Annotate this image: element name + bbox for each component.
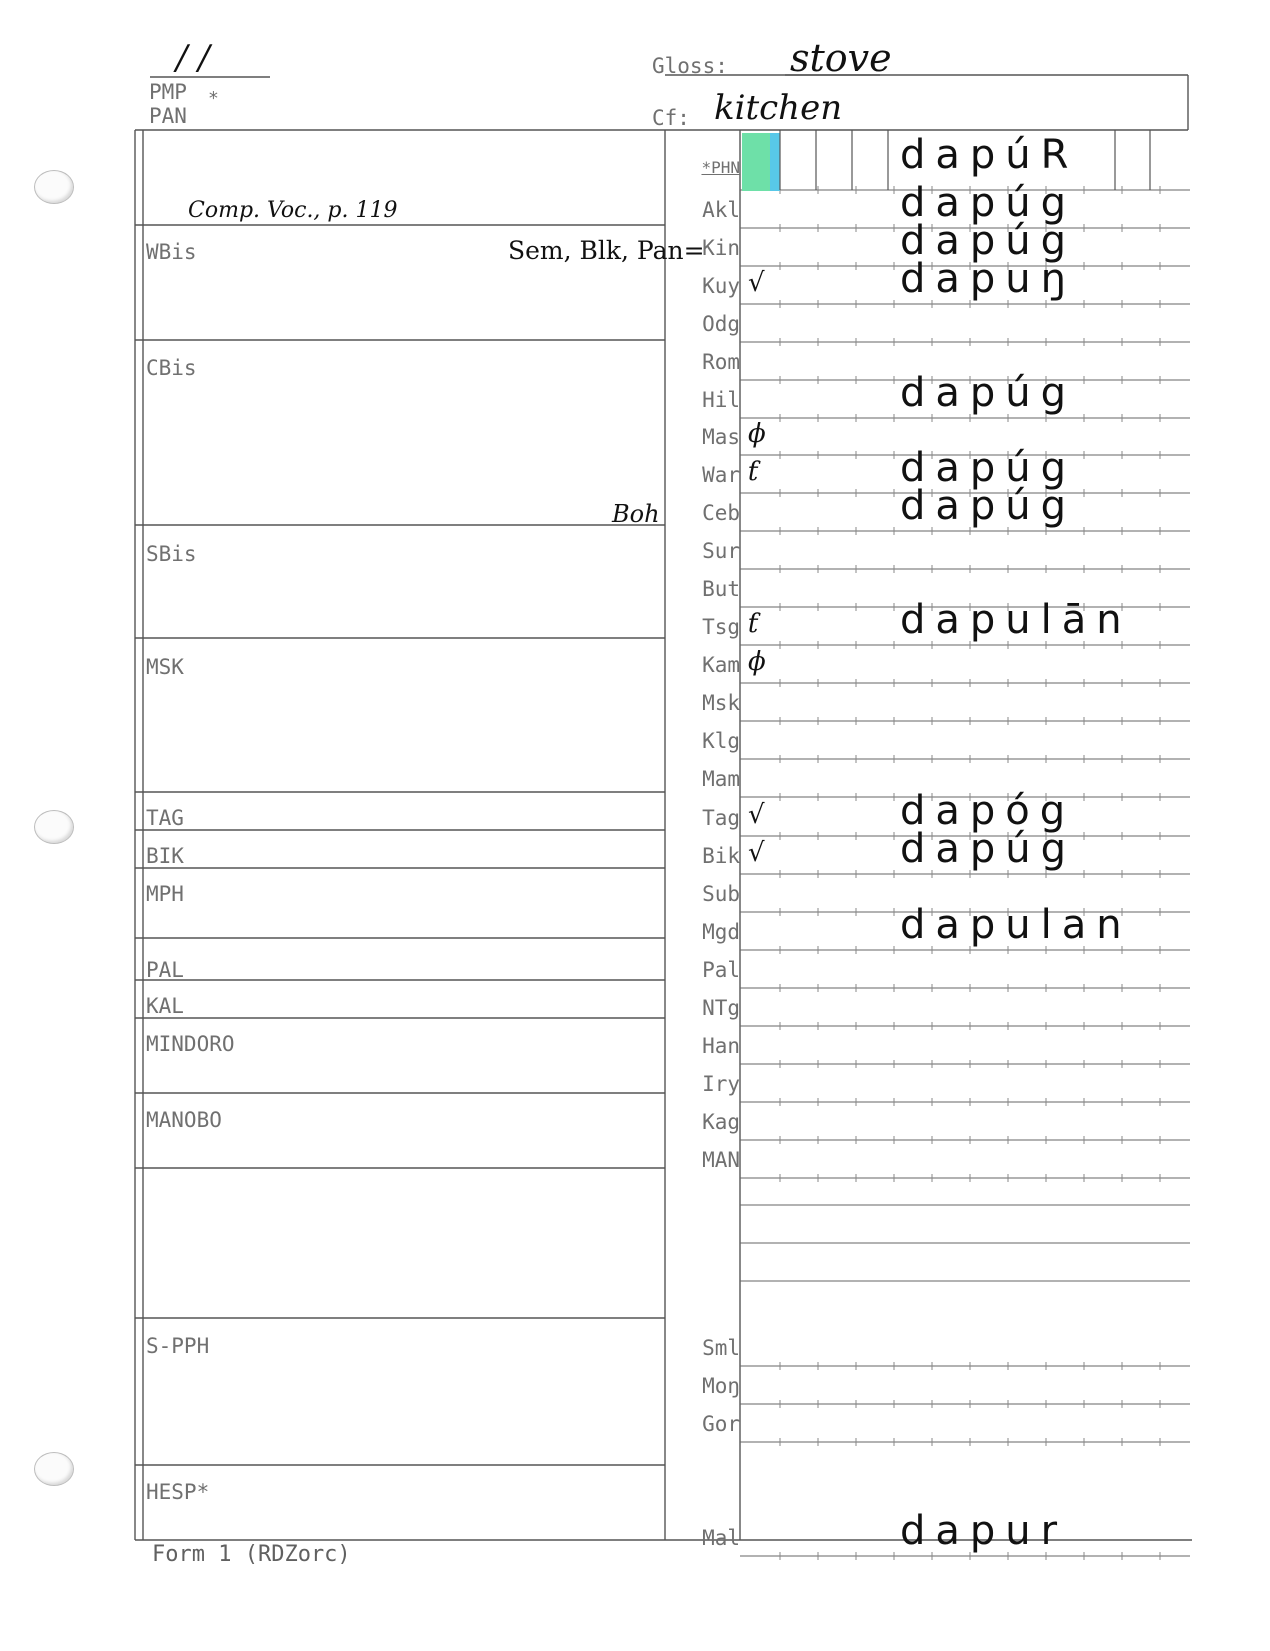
language-code: *PHN (701, 158, 740, 177)
reflex-form: dapúg (900, 445, 1077, 491)
group-label-tag: TAG (146, 806, 184, 830)
group-label-cbis: CBis (146, 356, 197, 380)
language-code: Odg (702, 312, 740, 336)
group-label-bik: BIK (146, 844, 184, 868)
status-mark: √ (748, 838, 765, 868)
language-code: Sub (702, 882, 740, 906)
reflex-form: dapulān (900, 597, 1132, 643)
language-code: Kuy (702, 274, 740, 298)
status-mark: ϕ (748, 647, 766, 677)
status-mark: √ (748, 268, 765, 298)
wbis-note: Sem, Blk, Pan= (508, 236, 705, 265)
language-code: Sur (702, 539, 740, 563)
reflex-form: dapúg (900, 826, 1077, 872)
reflex-form: dapur (900, 1508, 1068, 1554)
reflex-form: dapúg (900, 483, 1077, 529)
group-label-kal: KAL (146, 994, 184, 1018)
language-code: Rom (702, 350, 740, 374)
form-footer-label: Form 1 (RDZorc) (152, 1542, 351, 1567)
gloss-value: stove (790, 36, 892, 80)
language-code: Mas (702, 425, 740, 449)
cf-label: Cf: (652, 106, 690, 130)
group-label-hesp: HESP* (146, 1480, 210, 1504)
language-code: Kam (702, 653, 740, 677)
status-mark: ƭ (748, 609, 759, 639)
language-code: NTg (702, 996, 740, 1020)
language-code: Mam (702, 767, 740, 791)
language-code: MAN (702, 1148, 740, 1172)
language-code: But (702, 577, 740, 601)
cbis-note: Boh (612, 500, 660, 528)
language-code: Gor (702, 1412, 740, 1436)
reflex-form: dapúg (900, 180, 1077, 226)
language-code: Sml (702, 1336, 740, 1360)
language-code: Kag (702, 1110, 740, 1134)
language-code: Iry (702, 1072, 740, 1096)
language-code: Moŋ (702, 1374, 740, 1398)
group-label-msk: MSK (146, 655, 184, 679)
highlight-green (742, 133, 770, 191)
language-code: Hil (702, 388, 740, 412)
reflex-form: dapúR (900, 132, 1079, 178)
language-code: Tag (702, 806, 740, 830)
reflex-form: dapóg (900, 788, 1076, 834)
language-code: Ceb (702, 501, 740, 525)
group-label-manobo: MANOBO (146, 1108, 222, 1132)
language-code: War (702, 463, 740, 487)
group-label-pal: PAL (146, 958, 184, 982)
reflex-form: dapuŋ (900, 256, 1076, 302)
source-note: Comp. Voc., p. 119 (188, 198, 398, 223)
highlight-blue (770, 133, 780, 191)
date-marks: / / (176, 38, 210, 78)
language-code: Mal (702, 1526, 740, 1550)
language-code: Han (702, 1034, 740, 1058)
language-code: Mgd (702, 920, 740, 944)
reflex-form: dapúg (900, 218, 1077, 264)
language-code: Klg (702, 729, 740, 753)
language-code: Pal (702, 958, 740, 982)
reconstruction-star: * (208, 88, 219, 109)
pmp-label: PMP (149, 80, 187, 104)
group-label-mindoro: MINDORO (146, 1032, 235, 1056)
group-label-mph: MPH (146, 882, 184, 906)
gloss-label: Gloss: (652, 54, 728, 78)
language-code: Akl (702, 198, 740, 222)
status-mark: √ (748, 800, 765, 830)
cf-value: kitchen (714, 88, 843, 128)
group-label-s-pph: S-PPH (146, 1334, 210, 1358)
status-mark: ƭ (748, 457, 759, 487)
language-code: Msk (702, 691, 740, 715)
reflex-form: dapulan (900, 902, 1132, 948)
group-label-sbis: SBis (146, 542, 197, 566)
reflex-form: dapúg (900, 370, 1077, 416)
language-code: Kin (702, 236, 740, 260)
language-code: Bik (702, 844, 740, 868)
pan-label: PAN (149, 104, 187, 128)
language-code: Tsg (702, 615, 740, 639)
status-mark: ϕ (748, 419, 766, 449)
group-label-wbis: WBis (146, 240, 197, 264)
